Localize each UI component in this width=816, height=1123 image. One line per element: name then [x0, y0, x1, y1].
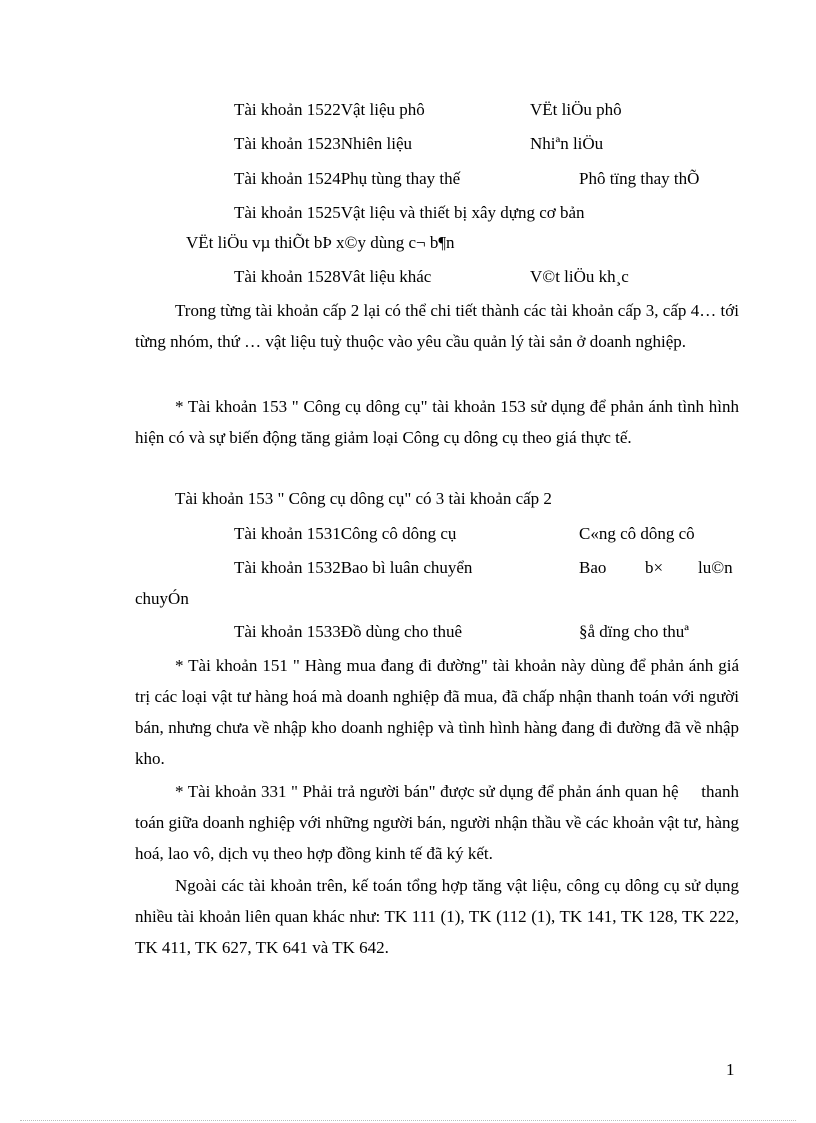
account-1525-legacy: VËt liÖu vµ thiÕt bÞ x©y dùng c¬ b¶n [186, 233, 455, 252]
account-1524-legacy: Phô tïng thay thÕ [579, 169, 700, 188]
paragraph-account-153: * Tài khoản 153 " Công cụ dông cụ" tài khoản 153 sử dụng để phản ánh tình hình hiện có và sự biến động tăng giảm loại Công cụ dông cụ theo giá thực tế. [135, 397, 739, 447]
account-1532-legacy-1: Bao [579, 558, 607, 577]
paragraph-account-331: * Tài khoản 331 " Phải trả người bán" được sử dụng để phản ánh quan hệ thanh toán giữa doanh nghiệp với những người bán, người nhận thầu về các khoản vật tư, hàng hoá, lao vô, dịch vụ theo hợp đồng kinh tế đã ký kết. [135, 782, 744, 863]
paragraph-detail-accounts: Trong từng tài khoản cấp 2 lại có thể chi tiết thành các tài khoản cấp 3, cấp 4… tới từng nhóm, thứ … vật liệu tuỳ thuộc vào yêu cầu quản lý tài sản ở doanh nghiệp. [135, 301, 739, 351]
account-1532-legacy-wrap: chuyÓn [135, 589, 189, 608]
paragraph-account-153-sub: Tài khoản 153 " Công cụ dông cụ" có 3 tài khoản cấp 2 [175, 489, 552, 508]
paragraph-other-accounts: Ngoài các tài khoản trên, kế toán tổng hợp tăng vật liệu, công cụ dông cụ sử dụng nhiều tài khoản liên quan khác như: TK 111 (1), TK (112 (1), TK 141, TK 128, TK 222, TK 411, TK 627, TK 641 và TK 642. [135, 876, 739, 957]
account-1522-legacy: VËt liÖu phô [530, 100, 622, 119]
account-1525-line: Tài khoản 1525Vật liệu và thiết bị xây dựng cơ bản [234, 203, 585, 222]
account-1532-legacy-2: b× [645, 558, 664, 577]
account-1531-legacy: C«ng cô dông cô [579, 524, 695, 543]
account-1533-line: Tài khoản 1533Đồ dùng cho thuê [234, 622, 463, 641]
page-bottom-rule [20, 1120, 796, 1121]
account-1532-legacy-3: lu©n [698, 558, 733, 577]
account-1524-line: Tài khoản 1524Phụ tùng thay thế [234, 169, 461, 188]
account-1532-line: Tài khoản 1532Bao bì luân chuyển [234, 558, 473, 577]
account-1522-line: Tài khoản 1522Vật liệu phô [234, 100, 425, 119]
page-number: 1 [726, 1060, 735, 1079]
account-1528-line: Tài khoản 1528Vât liệu khác [234, 267, 432, 286]
account-1531-line: Tài khoản 1531Công cô dông cụ [234, 524, 457, 543]
account-1523-line: Tài khoản 1523Nhiên liệu [234, 134, 412, 153]
account-1528-legacy: V©t liÖu kh¸c [530, 267, 629, 286]
paragraph-account-151: * Tài khoản 151 " Hàng mua đang đi đường" tài khoản này dùng để phản ánh giá trị các loại vật tư hàng hoá mà doanh nghiệp đã mua, đã chấp nhận thanh toán với người bán, nhưng chưa về nhập kho doanh nghiệp và tình hình hàng đang đi đường đã về nhập kho. [135, 656, 739, 768]
account-1533-legacy: §å dïng cho thuª [579, 622, 689, 641]
account-1523-legacy: Nhiªn liÖu [530, 134, 604, 153]
